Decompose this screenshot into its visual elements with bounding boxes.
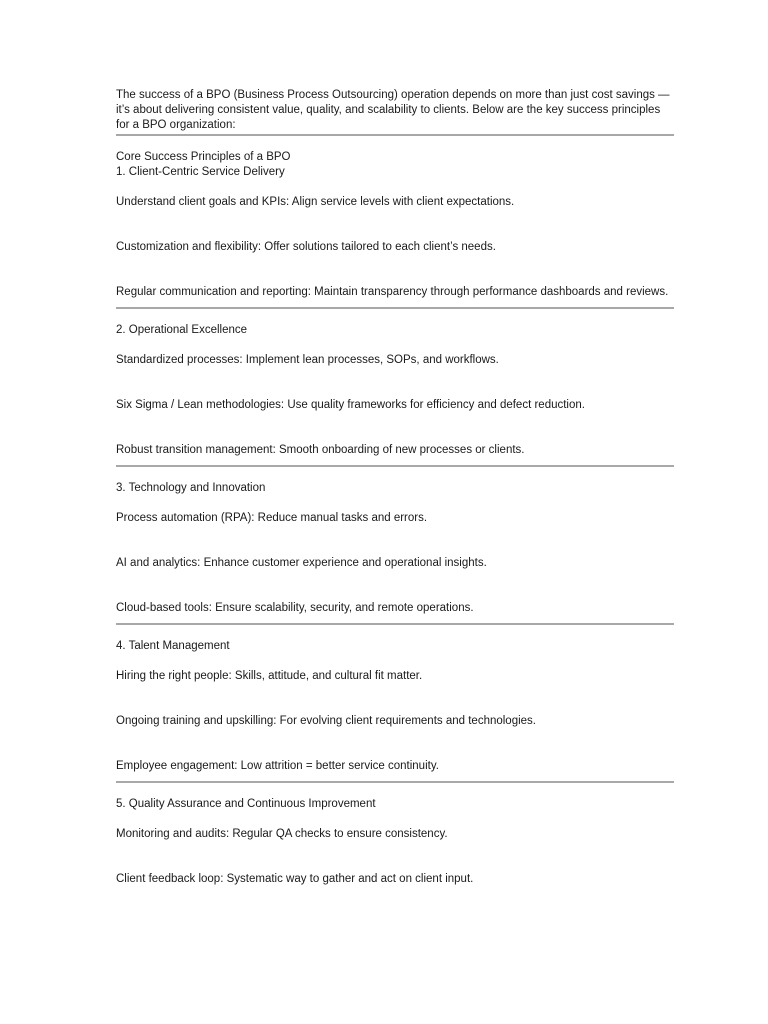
divider [116, 781, 674, 783]
divider [116, 134, 674, 136]
section-item: Standardized processes: Implement lean processes, SOPs, and workflows. [116, 354, 499, 366]
divider [116, 623, 674, 625]
section-item: Ongoing training and upskilling: For evolving client requirements and technologies. [116, 715, 536, 727]
section-item: Regular communication and reporting: Maintain transparency through performance dashboards and reviews. [116, 286, 669, 298]
section-item: Cloud-based tools: Ensure scalability, security, and remote operations. [116, 602, 474, 614]
section-heading: 1. Client-Centric Service Delivery [116, 166, 285, 178]
section-heading: 4. Talent Management [116, 640, 230, 652]
section-heading: 2. Operational Excellence [116, 324, 248, 336]
section-item: Monitoring and audits: Regular QA checks to ensure consistency. [116, 828, 448, 840]
section-item: Employee engagement: Low attrition = better service continuity. [116, 760, 439, 772]
section-item: Hiring the right people: Skills, attitude, and cultural fit matter. [116, 670, 423, 682]
core-heading: Core Success Principles of a BPO [116, 151, 291, 163]
divider [116, 465, 674, 467]
section-heading: 5. Quality Assurance and Continuous Improvement [116, 798, 376, 810]
section-item: Client feedback loop: Systematic way to gather and act on client input. [116, 873, 474, 885]
section-item: Robust transition management: Smooth onboarding of new processes or clients. [116, 444, 525, 456]
section-item: Understand client goals and KPIs: Align service levels with client expectations. [116, 196, 515, 208]
section-heading: 3. Technology and Innovation [116, 482, 266, 494]
section-item: AI and analytics: Enhance customer experience and operational insights. [116, 557, 487, 569]
intro-paragraph: The success of a BPO (Business Process Outsourcing) operation depends on more than just cost savings — it’s about delivering consistent value, quality, and scalability to clients. Below are the key success principles for a BPO organization: [116, 89, 670, 131]
section-item: Customization and flexibility: Offer solutions tailored to each client’s needs. [116, 241, 496, 253]
divider [116, 307, 674, 309]
section-item: Process automation (RPA): Reduce manual tasks and errors. [116, 512, 428, 524]
section-item: Six Sigma / Lean methodologies: Use quality frameworks for efficiency and defect reduction. [116, 399, 585, 411]
document-page [116, 88, 674, 887]
